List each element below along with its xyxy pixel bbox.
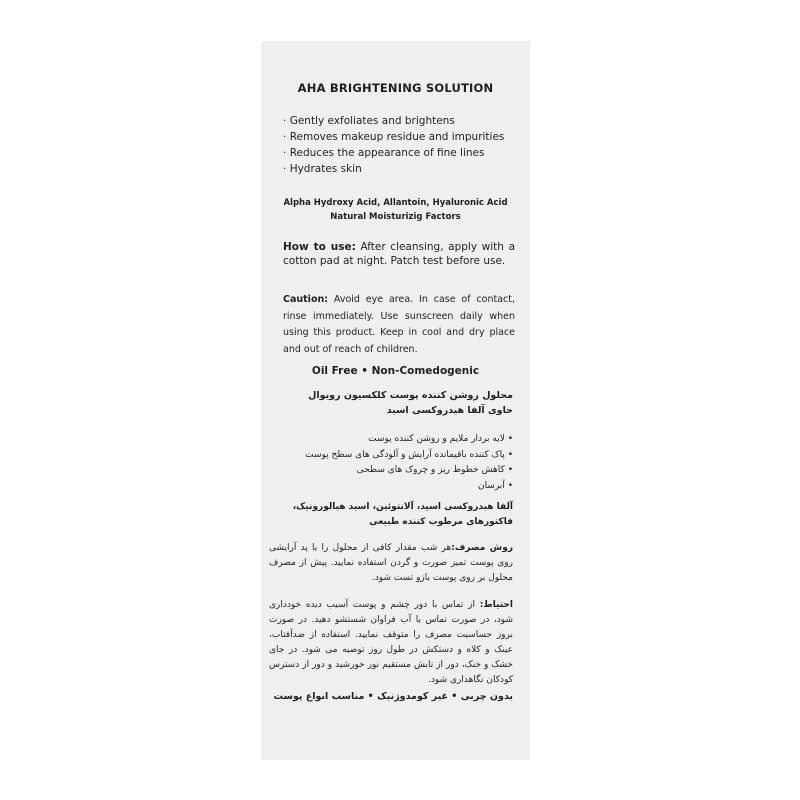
fa-ingredients-line-2: فاکتورهای مرطوب کننده طبیعی: [369, 517, 513, 527]
fa-how-to-use: [269, 541, 513, 586]
ingredients-line-1: Alpha Hydroxy Acid, Allantoin, Hyaluronic Acid: [283, 198, 508, 208]
fa-title-line-2: حاوی آلفا هیدروکسی اسید: [386, 405, 513, 416]
list-item: • کاهش خطوط ریز و چروک های سطحی: [269, 463, 513, 479]
list-item: · Hydrates skin: [283, 161, 523, 177]
list-item: • لایه بردار ملایم و روشن کننده پوست: [269, 432, 513, 448]
caution-label: Caution:: [283, 294, 329, 305]
list-item: • پاک کننده باقیمانده آرایش و آلودگی های سطح پوست: [269, 448, 513, 464]
fa-caution-text: از تماس با دور چشم و پوست آسیب دیده خودداری شود، در صورت تماس با آب فراوان شستشو دهید. در صورت بروز حساسیت مصرف را متوقف نمایید. استفاده از ضدآفتاب، عینک و کلاه و دستکش در طول روز توصیه می شود. در جای خشک و خنک، دور از تابش مستقیم نور خورشید و دور از دسترس کودکان نگاهداری شود.: [269, 600, 513, 685]
benefits-list: [283, 113, 523, 177]
fa-product-title: [269, 388, 513, 418]
list-item: · Removes makeup residue and impurities: [283, 129, 523, 145]
fa-how-to-use-label: روش مصرف:: [451, 543, 514, 553]
product-label-panel: [261, 41, 530, 760]
fa-footer-claims: بدون چربی • غیر کومدوژنیک • مناسب انواع پوست: [273, 691, 513, 702]
ingredients-line-2: Natural Moisturizig Factors: [330, 212, 461, 222]
fa-caution-label: احتیاط:: [479, 600, 513, 610]
fa-ingredients-line-1: آلفا هیدروکسی اسید، آلانتوئین، اسید هیالورونیک،: [292, 502, 513, 512]
caution-text: Avoid eye area. In case of contact, rinse immediately. Use sunscreen daily when using this product. Keep in cool and dry place and out of reach of children.: [283, 294, 515, 355]
ingredients: [261, 196, 530, 224]
how-to-use-text: After cleansing, apply with a cotton pad at night. Patch test before use.: [283, 241, 515, 267]
list-item: • آبرسان: [269, 479, 513, 495]
caution: [283, 292, 515, 358]
list-item: · Gently exfoliates and brightens: [283, 113, 523, 129]
fa-caution: [269, 598, 513, 688]
oil-free-claim: Oil Free • Non-Comedogenic: [311, 365, 480, 377]
fa-title-line-1: محلول روشن کننده پوست کلکسیون رویوال: [308, 390, 513, 401]
list-item: · Reduces the appearance of fine lines: [283, 145, 523, 161]
how-to-use-label: How to use:: [283, 241, 356, 253]
fa-how-to-use-text: هر شب مقدار کافی از محلول را با پد آرایشی روی پوست تمیز صورت و گردن استفاده نمایید. پیش از مصرف محلول بر روی پوست بازو تست شود.: [269, 543, 513, 583]
how-to-use: [283, 240, 515, 268]
product-title: AHA BRIGHTENING SOLUTION: [297, 81, 494, 95]
fa-ingredients: [269, 500, 513, 530]
fa-benefits-list: [269, 432, 513, 494]
